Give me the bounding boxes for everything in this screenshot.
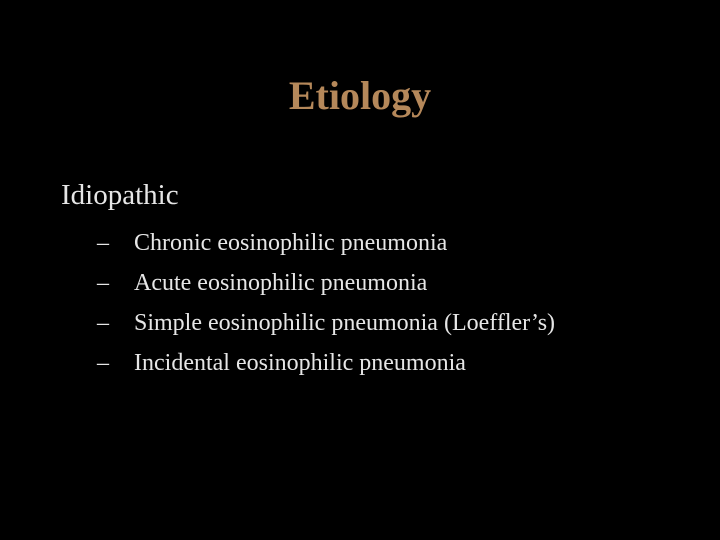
sub-bullet-item bbox=[0, 343, 720, 383]
dash-marker: – bbox=[97, 350, 109, 376]
sub-bullet-text: Chronic eosinophilic pneumonia bbox=[134, 230, 448, 256]
sub-bullet-text: Acute eosinophilic pneumonia bbox=[134, 270, 428, 296]
sub-bullet-item bbox=[0, 223, 720, 263]
dash-marker: – bbox=[97, 230, 109, 256]
dash-marker: – bbox=[97, 270, 109, 296]
sub-bullet-item bbox=[0, 303, 720, 343]
slide-title: Etiology bbox=[288, 73, 432, 118]
sub-bullet-text: Simple eosinophilic pneumonia (Loeffler’s) bbox=[134, 310, 556, 336]
bullet-idiopathic: Idiopathic bbox=[61, 179, 179, 211]
sub-bullet-list bbox=[0, 223, 720, 383]
dash-marker: – bbox=[97, 310, 109, 336]
sub-bullet-text: Incidental eosinophilic pneumonia bbox=[134, 350, 466, 376]
sub-bullet-item bbox=[0, 263, 720, 303]
